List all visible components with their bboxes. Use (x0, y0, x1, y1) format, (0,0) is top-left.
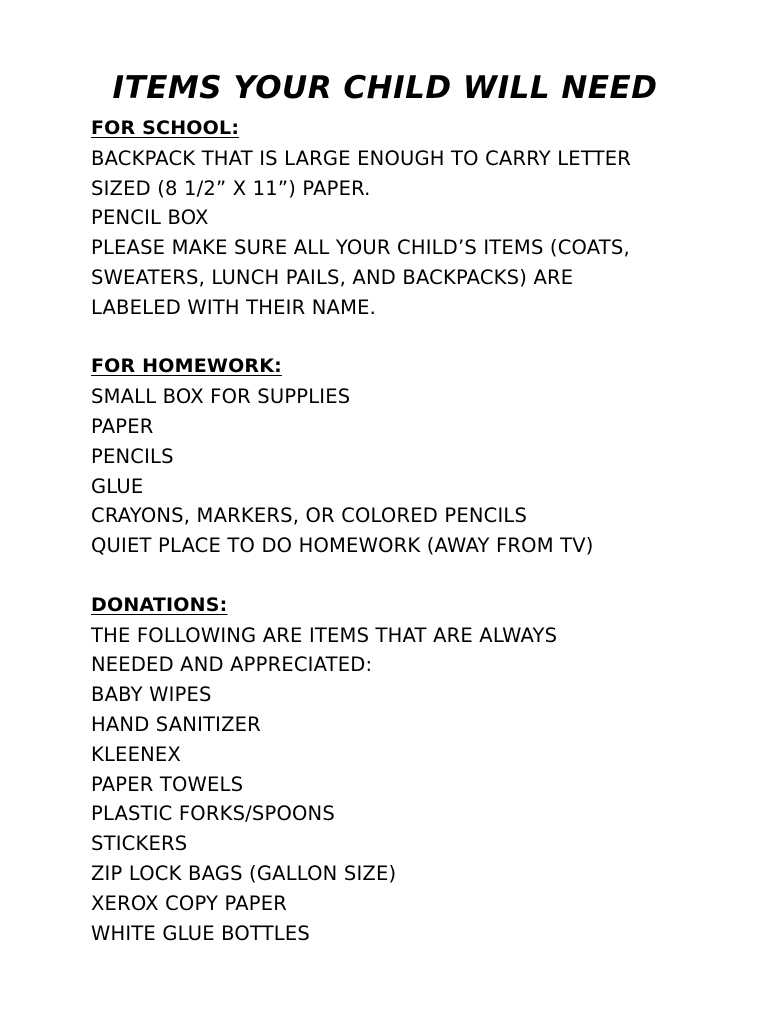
section-donations (91, 591, 731, 949)
list-item: THE FOLLOWING ARE ITEMS THAT ARE ALWAYS (91, 623, 558, 647)
section-heading: FOR HOMEWORK: (91, 355, 282, 378)
list-item: PLASTIC FORKS/SPOONS (91, 802, 335, 826)
document-body (91, 114, 731, 948)
section-spacer (91, 561, 731, 591)
list-item: PAPER (91, 414, 154, 438)
list-item: STICKERS (91, 832, 188, 856)
section-for-homework (91, 352, 731, 561)
list-item: QUIET PLACE TO DO HOMEWORK (AWAY FROM TV) (91, 534, 594, 558)
list-item: BABY WIPES (91, 683, 212, 707)
list-item: XEROX COPY PAPER (91, 891, 287, 915)
list-item: PENCILS (91, 444, 174, 468)
section-heading: FOR SCHOOL: (91, 117, 240, 139)
section-heading: DONATIONS: (91, 593, 228, 616)
list-item: ZIP LOCK BAGS (GALLON SIZE) (91, 861, 397, 885)
list-item: PLEASE MAKE SURE ALL YOUR CHILD’S ITEMS (COATS, (91, 236, 630, 260)
list-item: NEEDED AND APPRECIATED: (91, 653, 373, 677)
list-item: PENCIL BOX (91, 206, 209, 230)
section-spacer (91, 323, 731, 353)
list-item: CRAYONS, MARKERS, OR COLORED PENCILS (91, 504, 528, 528)
list-item: HAND SANITIZER (91, 712, 261, 736)
list-item: SWEATERS, LUNCH PAILS, AND BACKPACKS) ARE (91, 265, 574, 289)
list-item: WHITE GLUE BOTTLES (91, 921, 310, 945)
list-item: KLEENEX (91, 742, 181, 766)
section-for-school (91, 114, 731, 323)
list-item: SMALL BOX FOR SUPPLIES (91, 385, 351, 409)
list-item: PAPER TOWELS (91, 772, 244, 796)
list-item: GLUE (91, 474, 144, 498)
list-item: LABELED WITH THEIR NAME. (91, 295, 377, 319)
list-item: BACKPACK THAT IS LARGE ENOUGH TO CARRY LETTER (91, 146, 631, 170)
page-title: ITEMS YOUR CHILD WILL NEED (112, 70, 658, 106)
list-item: SIZED (8 1/2” X 11”) PAPER. (91, 176, 371, 200)
